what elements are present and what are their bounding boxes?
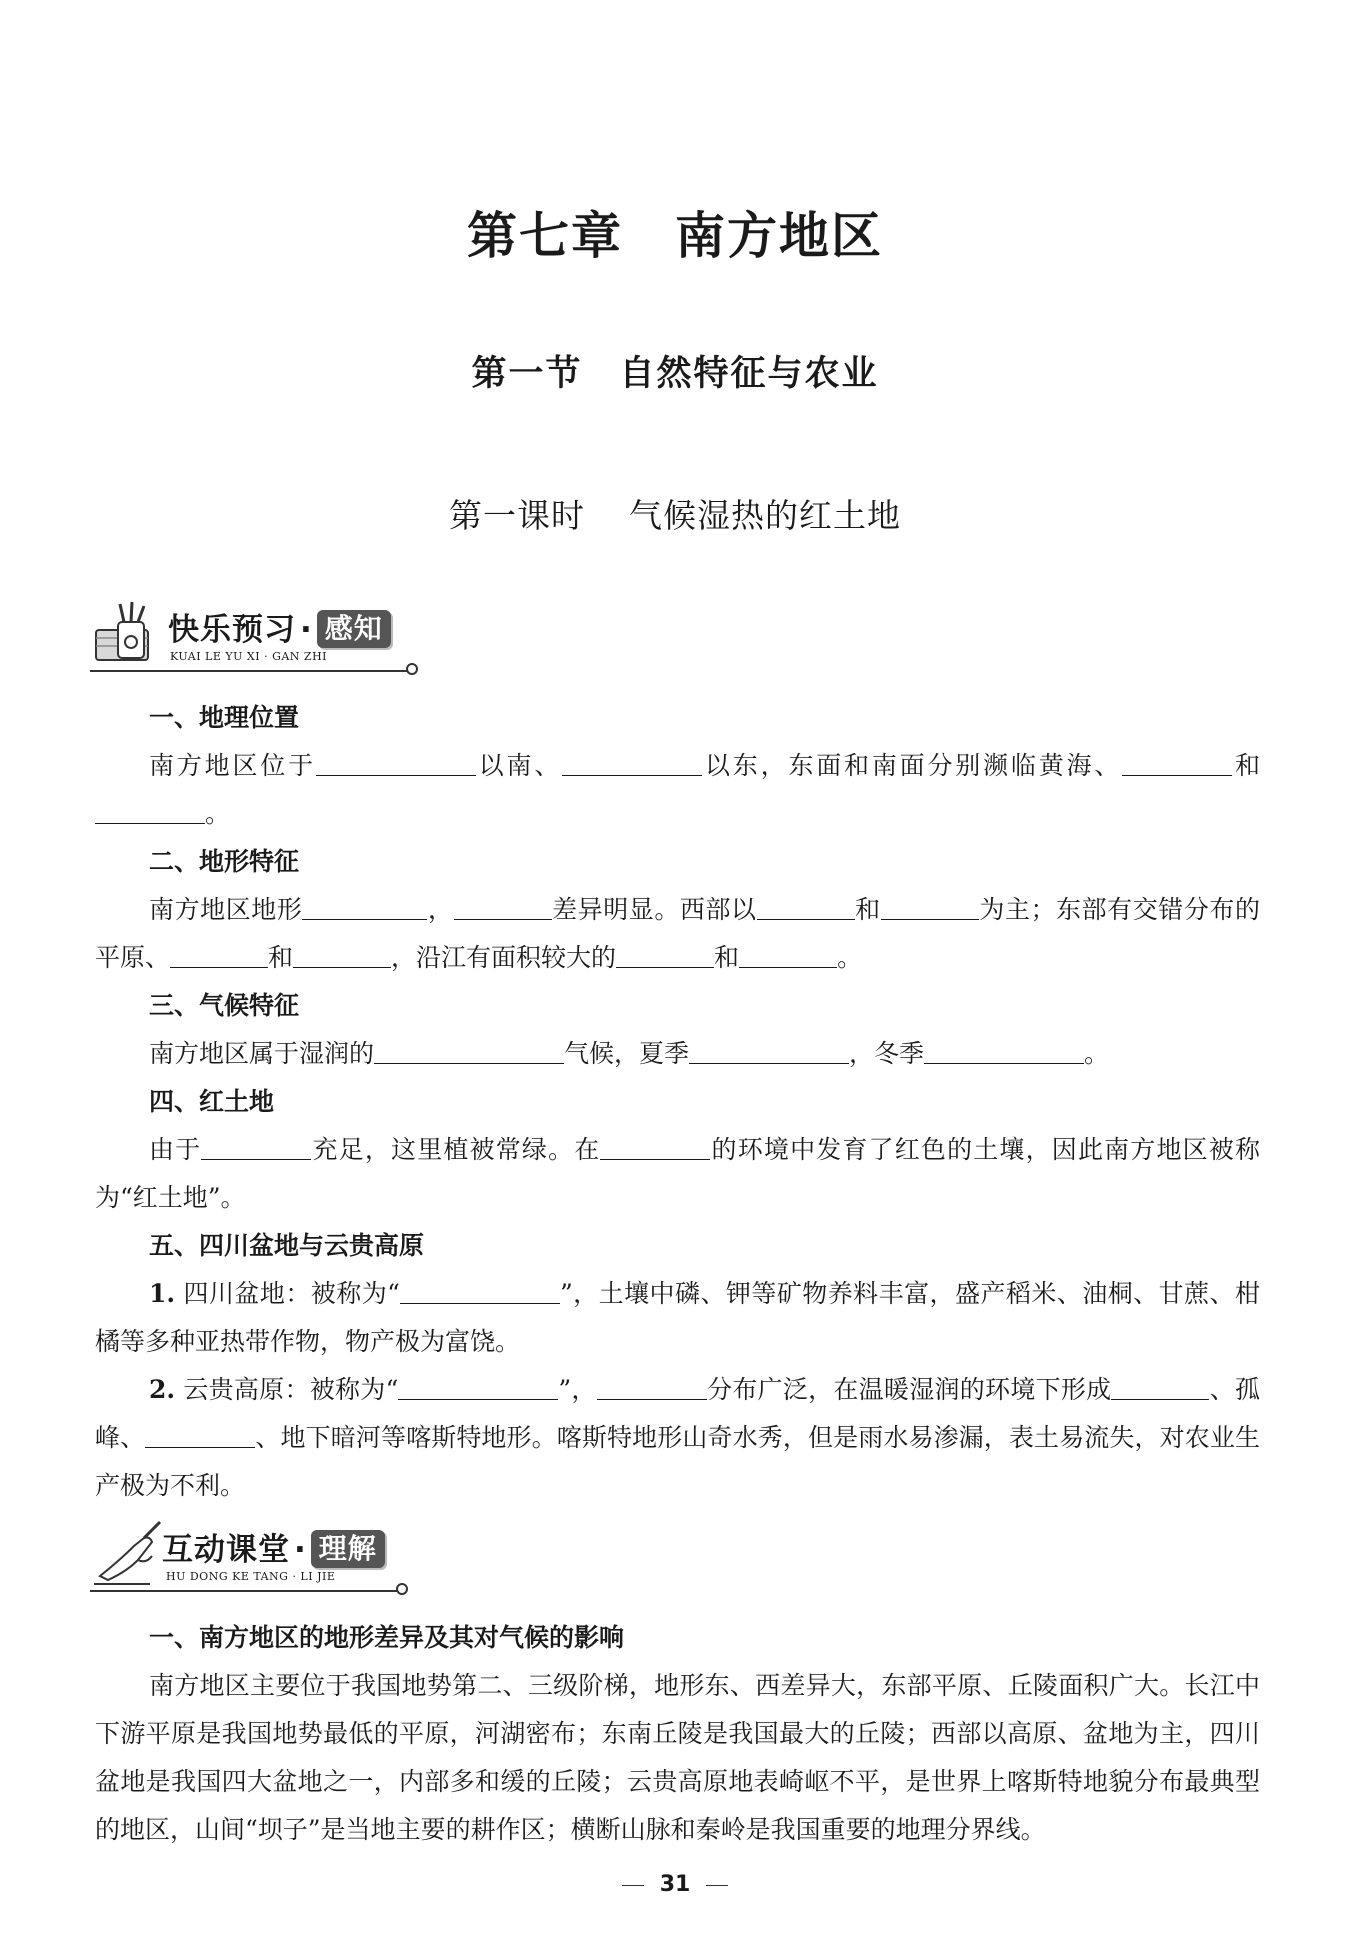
heading-location: 一、地理位置 <box>149 703 300 732</box>
answer-blank[interactable] <box>1111 1369 1209 1400</box>
heading-climate: 三、气候特征 <box>149 991 300 1020</box>
answer-blank[interactable] <box>924 1033 1084 1064</box>
answer-blank[interactable] <box>616 937 714 968</box>
paragraph-sichuan: 1. 四川盆地：被称为“ ”，土壤中磷、钾等矿物养料丰富，盛产稻米、油桐、甘蔗、柑橘等多种亚热带作物，物产极为富饶。 <box>95 1270 1260 1366</box>
paragraph-climate: 南方地区属于湿润的 气候，夏季 ，冬季 。 <box>95 1030 1260 1078</box>
answer-blank[interactable] <box>689 1033 849 1064</box>
classroom-banner-tag: 理解 <box>311 1530 385 1568</box>
paragraph-yungui: 2. 云贵高原：被称为“ ”， 分布广泛，在温暖湿润的环境下形成 、孤峰、 、地下暗河等喀斯特地形。喀斯特地形山奇水秀，但是雨水易渗漏，表土易流失，对农业生产极为不利。 <box>95 1366 1260 1510</box>
answer-blank[interactable] <box>293 937 391 968</box>
answer-blank[interactable] <box>597 1369 707 1400</box>
banner-rule <box>90 670 408 672</box>
preview-banner-title: 快乐预习 · 感知 <box>168 604 391 649</box>
preview-banner-subtitle: KUAI LE YU XI · GAN ZHI <box>170 650 328 663</box>
answer-blank[interactable] <box>374 1033 564 1064</box>
banner-rule <box>90 1590 398 1592</box>
paragraph-red-soil: 由于 充足，这里植被常绿。在 的环境中发育了红色的土壤，因此南方地区被称为“红土地”。 <box>95 1126 1260 1222</box>
preview-banner-tag: 感知 <box>317 610 391 648</box>
section-title: 第一节 自然特征与农业 <box>471 354 879 394</box>
lesson-number: 第一课时 <box>449 496 585 535</box>
answer-blank[interactable] <box>170 937 268 968</box>
pencil-cup-icon <box>90 600 166 672</box>
classroom-banner-subtitle: HU DONG KE TANG · LI JIE <box>166 1570 336 1583</box>
classroom-banner-title: 互动课堂 · 理解 <box>162 1524 385 1569</box>
heading-terrain-climate: 一、南方地区的地形差异及其对气候的影响 <box>149 1623 625 1652</box>
answer-blank[interactable] <box>454 889 552 920</box>
answer-blank[interactable] <box>201 1129 311 1160</box>
paragraph-terrain: 南方地区地形 ， 差异明显。西部以 和 为主；东部有交错分布的平原、 和 ，沿江有面积较大的 和 。 <box>95 886 1260 982</box>
answer-blank[interactable] <box>95 793 205 824</box>
answer-blank[interactable] <box>600 1129 710 1160</box>
answer-blank[interactable] <box>302 889 427 920</box>
answer-blank[interactable] <box>562 745 702 776</box>
heading-red-soil: 四、红土地 <box>149 1087 275 1116</box>
answer-blank[interactable] <box>1122 745 1232 776</box>
preview-section <box>95 694 1260 1510</box>
paragraph-location: 南方地区位于 以南、 以东，东面和南面分别濒临黄海、 和。 <box>95 742 1260 838</box>
answer-blank[interactable] <box>739 937 837 968</box>
lesson-name: 气候湿热的红土地 <box>629 496 901 535</box>
answer-blank[interactable] <box>145 1417 255 1448</box>
answer-blank[interactable] <box>881 889 979 920</box>
answer-blank[interactable] <box>757 889 855 920</box>
page-number: 31 <box>659 1872 691 1897</box>
paragraph-terrain-climate: 南方地区主要位于我国地势第二、三级阶梯，地形东、西差异大，东部平原、丘陵面积广大。长江中下游平原是我国地势最低的平原，河湖密布；东南丘陵是我国最大的丘陵；西部以高原、盆地为主，四川盆地是我国四大盆地之一，内部多和缓的丘陵；云贵高原地表崎岖不平，是世界上喀斯特地貌分布最典型的地区，山间“坝子”是当地主要的耕作区；横断山脉和秦岭是我国重要的地理分界线。 <box>95 1671 1260 1844</box>
heading-terrain: 二、地形特征 <box>149 847 300 876</box>
classroom-section <box>95 1614 1260 1854</box>
lesson-title <box>0 490 1350 537</box>
banner-ring <box>406 663 418 675</box>
banner-ring <box>396 1583 408 1595</box>
page-footer <box>0 1872 1350 1897</box>
answer-blank[interactable] <box>316 745 476 776</box>
writing-hand-icon <box>90 1520 166 1592</box>
heading-sichuan-yungui: 五、四川盆地与云贵高原 <box>149 1231 425 1260</box>
answer-blank[interactable] <box>400 1273 560 1304</box>
chapter-title: 第七章 南方地区 <box>467 206 883 265</box>
answer-blank[interactable] <box>398 1369 558 1400</box>
